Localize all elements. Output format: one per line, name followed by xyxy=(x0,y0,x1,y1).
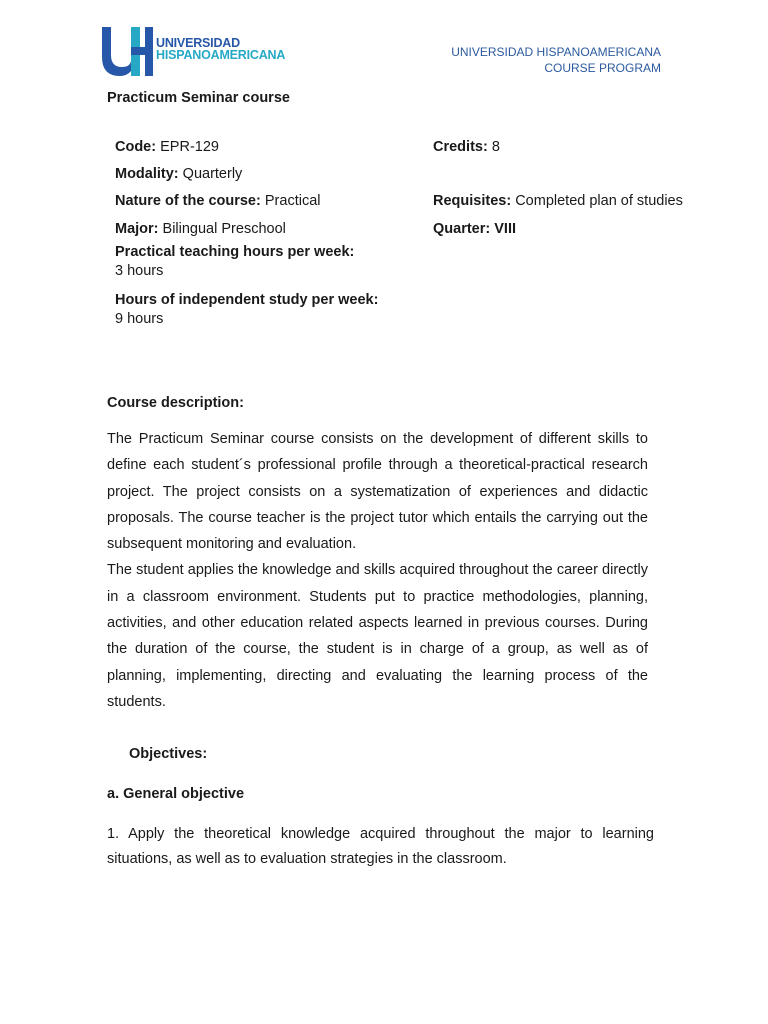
independent-hours-field xyxy=(115,291,378,329)
logo-wordmark-line1: UNIVERSIDAD xyxy=(156,36,240,50)
independent-hours-label: Hours of independent study per week: xyxy=(115,292,379,308)
major-value: Bilingual Preschool xyxy=(162,221,286,237)
course-description-body xyxy=(107,426,648,715)
uh-monogram-icon xyxy=(100,25,154,77)
nature-field xyxy=(115,192,320,211)
credits-field xyxy=(433,138,500,157)
modality-field xyxy=(115,165,242,184)
quarter-label: Quarter: xyxy=(433,221,491,237)
general-objective-item-1: 1. Apply the theoretical knowledge acquired throughout the major to learning situations, as well as to evaluation strategies in the classroom. xyxy=(107,826,654,867)
header-institution: UNIVERSIDAD HISPANOAMERICANA xyxy=(451,45,661,59)
code-value: EPR-129 xyxy=(160,139,219,155)
credits-value: 8 xyxy=(491,139,500,155)
independent-hours-value: 9 hours xyxy=(115,311,164,327)
description-paragraph-1: The Practicum Seminar course consists on the development of different skills to define each student´s professional profile through a theoretical-practical research project. The project consists on a systematization of experiences and didactic proposals. The course teacher is the project tutor which entails the carrying out the subsequent monitoring and evaluation. xyxy=(107,431,648,553)
university-logo xyxy=(100,25,286,77)
nature-value: Practical xyxy=(264,193,321,209)
header-document-type: COURSE PROGRAM xyxy=(544,61,661,75)
practical-hours-value: 3 hours xyxy=(115,263,164,279)
modality-label: Modality: xyxy=(115,166,179,182)
major-label: Major: xyxy=(115,221,159,237)
code-field xyxy=(115,138,219,157)
logo-wordmark-line2: HISPANOAMERICANA xyxy=(156,48,286,62)
quarter-field xyxy=(433,220,516,239)
requisites-field xyxy=(433,192,683,211)
requisites-value: Completed plan of studies xyxy=(515,193,683,209)
requisites-label: Requisites: xyxy=(433,193,512,209)
credits-label: Credits: xyxy=(433,139,488,155)
quarter-value: VIII xyxy=(494,221,517,237)
practical-hours-field xyxy=(115,243,354,281)
objectives-heading: Objectives: xyxy=(129,746,208,762)
course-title: Practicum Seminar course xyxy=(107,90,290,106)
nature-label: Nature of the course: xyxy=(115,193,261,209)
practical-hours-label: Practical teaching hours per week: xyxy=(115,244,355,260)
document-header xyxy=(451,44,661,76)
course-description-heading: Course description: xyxy=(107,395,244,411)
major-field xyxy=(115,220,286,239)
code-label: Code: xyxy=(115,139,157,155)
general-objective-heading: a. General objective xyxy=(107,786,245,802)
modality-value: Quarterly xyxy=(182,166,243,182)
description-paragraph-2: The student applies the knowledge and skills acquired throughout the career directly in a classroom environment. Students put to practice methodologies, planning, activities, and other education related aspects learned in previous courses. During the duration of the course, the student is in charge of a group, as well as of planning, implementing, directing and evaluating the learning process of the students. xyxy=(107,562,648,710)
